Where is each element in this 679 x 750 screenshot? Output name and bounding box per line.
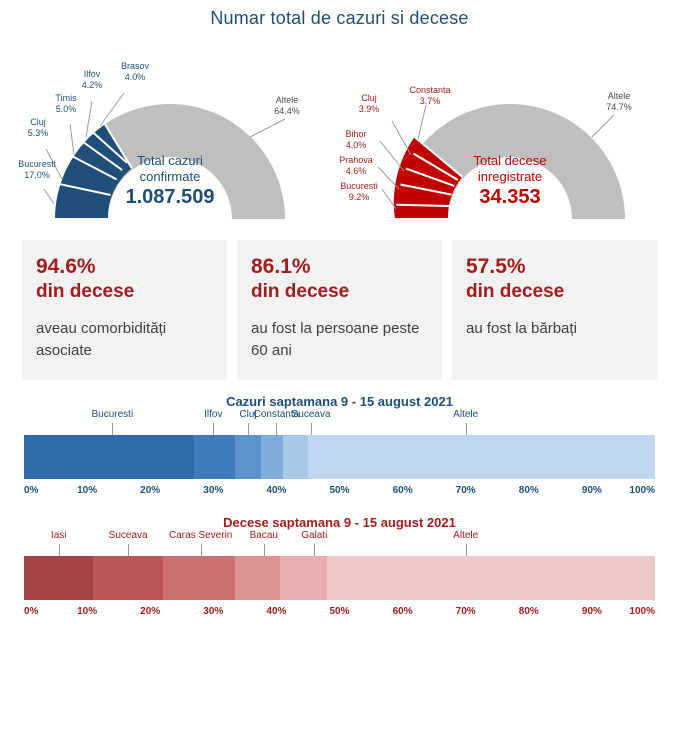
- axis-tick: 40%: [266, 606, 287, 617]
- bar-segment-label: Altele: [453, 530, 479, 541]
- cases-caption-line1: Total cazuri: [137, 153, 203, 168]
- leader-line: [466, 544, 467, 556]
- bar-segment: [235, 556, 279, 600]
- deaths-label-bucuresti: Bucuresti 9.2%: [340, 181, 378, 202]
- bar-segment: [24, 435, 194, 479]
- cases-label-bucuresti: Bucuresti 17.0%: [18, 159, 56, 180]
- stat-percent: 86.1%: [251, 255, 311, 278]
- deaths-week-callouts: [24, 530, 655, 556]
- deaths-label-altele: Altele 74.7%: [606, 91, 632, 112]
- axis-tick: 30%: [203, 606, 224, 617]
- stat-description: aveau comorbidități asociate: [36, 320, 167, 359]
- bar-segment: [24, 556, 93, 600]
- axis-tick: 100%: [629, 606, 655, 617]
- leader-line: [264, 544, 265, 556]
- deaths-week-bar-wrap: [24, 530, 655, 600]
- bar-segment: [327, 556, 655, 600]
- leader-line: [311, 423, 312, 435]
- deaths-week-bar: [24, 556, 655, 600]
- cases-label-altele: Altele 64.4%: [274, 95, 300, 116]
- leader-line: [213, 423, 214, 435]
- bar-segment-label: Bucuresti: [91, 409, 134, 420]
- deaths-week-title: Decese saptamana 9 - 15 august 2021: [223, 515, 456, 530]
- bar-segment-label: Bacau: [249, 530, 278, 541]
- deaths-gauge-center: [440, 153, 580, 209]
- deaths-label-constanta: Constanta 3.7%: [409, 85, 451, 106]
- cases-week-callouts: [24, 409, 655, 435]
- stat-description: au fost la persoane peste 60 ani: [251, 320, 420, 359]
- deaths-week-axis: [24, 606, 655, 622]
- cases-week-bar-wrap: [24, 409, 655, 479]
- leader-line: [59, 544, 60, 556]
- bar-segment: [308, 435, 655, 479]
- bar-segment: [163, 556, 236, 600]
- cases-week-bar: [24, 435, 655, 479]
- leader-line: [112, 423, 113, 435]
- cases-week-axis: [24, 485, 655, 501]
- cases-week-title: Cazuri saptamana 9 - 15 august 2021: [226, 394, 453, 409]
- stat-subtitle: din decese: [36, 281, 135, 302]
- bar-segment-label: Caras Severin: [168, 530, 233, 541]
- deaths-total-value: 34.353: [479, 186, 541, 208]
- cases-label-brasov: Brasov 4.0%: [120, 61, 149, 82]
- axis-tick: 20%: [140, 606, 161, 617]
- leader-line: [276, 423, 277, 435]
- axis-tick: 20%: [140, 485, 161, 496]
- stats-section: [0, 234, 679, 380]
- bar-segment: [261, 435, 283, 479]
- cases-total-value: 1.087.509: [125, 186, 215, 208]
- cases-week-bar-section: [0, 380, 679, 501]
- stat-card-gender: [452, 240, 657, 380]
- bar-segment-label: Ilfov: [204, 409, 223, 420]
- leader-line: [314, 544, 315, 556]
- axis-tick: 100%: [629, 485, 655, 496]
- stat-percent: 94.6%: [36, 255, 96, 278]
- gauges-section: [0, 29, 679, 234]
- axis-tick: 60%: [392, 606, 413, 617]
- deaths-week-bar-section: [0, 501, 679, 622]
- bar-segment-label: Galati: [301, 530, 328, 541]
- axis-tick: 30%: [203, 485, 224, 496]
- cases-caption-line2: confirmate: [139, 169, 201, 184]
- bar-segment-label: Cluj: [239, 409, 257, 420]
- deaths-caption-line1: Total decese: [473, 153, 547, 168]
- bar-segment-label: Iasi: [50, 530, 67, 541]
- leader-line: [248, 423, 249, 435]
- bar-segment: [194, 435, 235, 479]
- stat-subtitle: din decese: [466, 281, 565, 302]
- page-title: Numar total de cazuri si decese: [210, 8, 469, 28]
- axis-tick: 90%: [581, 606, 602, 617]
- axis-tick: 10%: [77, 485, 98, 496]
- axis-tick: 50%: [329, 606, 350, 617]
- stat-card-comorbidities: [22, 240, 227, 380]
- bar-segment: [93, 556, 162, 600]
- bar-segment: [280, 556, 327, 600]
- deaths-label-cluj: Cluj 3.9%: [358, 93, 380, 114]
- stat-subtitle: din decese: [251, 281, 350, 302]
- axis-tick: 70%: [455, 485, 476, 496]
- bar-segment-label: Constanta: [253, 409, 300, 420]
- stat-card-age: [237, 240, 442, 380]
- deaths-caption-line2: inregistrate: [477, 169, 543, 184]
- bar-segment-label: Suceava: [108, 530, 148, 541]
- bar-segment-label: Altele: [453, 409, 479, 420]
- axis-tick: 70%: [455, 606, 476, 617]
- axis-tick: 50%: [329, 485, 350, 496]
- stat-description: au fost la bărbați: [466, 320, 577, 337]
- leader-line: [466, 423, 467, 435]
- axis-tick: 80%: [518, 606, 539, 617]
- axis-tick: 40%: [266, 485, 287, 496]
- axis-tick: 0%: [24, 485, 39, 496]
- bar-segment: [235, 435, 260, 479]
- axis-tick: 80%: [518, 485, 539, 496]
- bar-segment: [283, 435, 308, 479]
- axis-tick: 60%: [392, 485, 413, 496]
- axis-tick: 10%: [77, 606, 98, 617]
- cases-label-cluj: Cluj 5.3%: [27, 117, 49, 138]
- cases-gauge-center: [100, 153, 240, 209]
- axis-tick: 90%: [581, 485, 602, 496]
- axis-tick: 0%: [24, 606, 39, 617]
- cases-label-ilfov: Ilfov 4.2%: [81, 69, 103, 90]
- stat-percent: 57.5%: [466, 255, 526, 278]
- cases-label-timis: Timis 5.0%: [55, 93, 77, 114]
- deaths-label-prahova: Prahova 4.6%: [339, 155, 373, 176]
- leader-line: [201, 544, 202, 556]
- leader-line: [128, 544, 129, 556]
- deaths-label-bihor: Bihor 4.0%: [345, 129, 367, 150]
- bar-segment-label: Suceava: [291, 409, 331, 420]
